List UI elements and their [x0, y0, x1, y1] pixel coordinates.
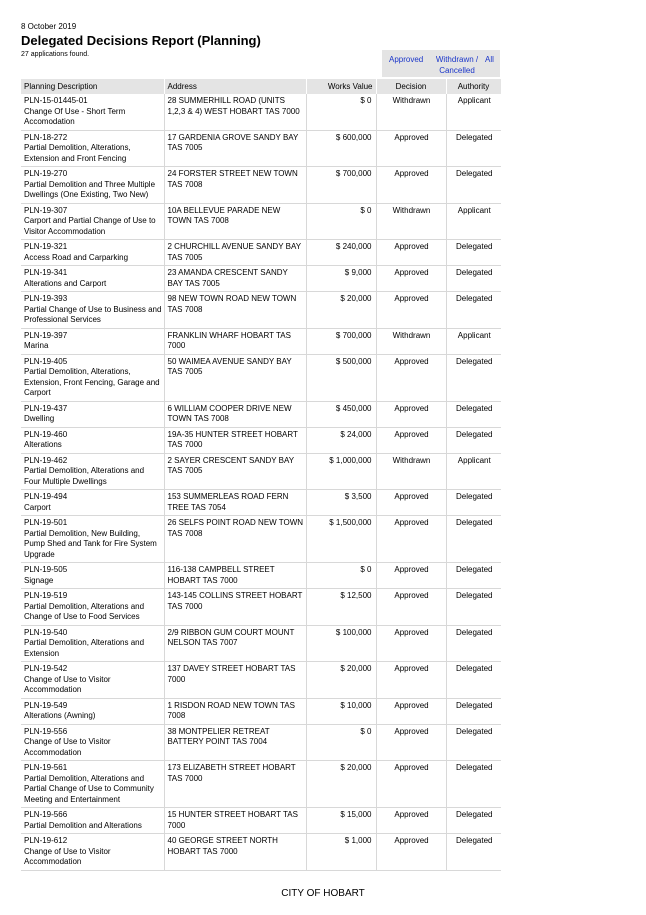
- address-cell: [164, 589, 306, 626]
- table-row: [21, 563, 501, 589]
- table-row: [21, 516, 501, 563]
- filter-all-link[interactable]: All: [485, 55, 494, 64]
- address-cell: [164, 240, 306, 266]
- decision-cell: [376, 453, 446, 490]
- table-row: [21, 427, 501, 453]
- decision-cell: [376, 427, 446, 453]
- decision-cell: [376, 698, 446, 724]
- address-cell: [164, 662, 306, 699]
- planning-description: Change of Use to Visitor Accommodation: [24, 846, 111, 866]
- works-value-text: $ 500,000: [335, 356, 372, 366]
- planning-description: Partial Demolition, New Building, Pump Shed and Tank for Fire System Upgrade: [24, 528, 157, 559]
- decision-text: Approved: [394, 591, 429, 600]
- application-ref: PLN-19-505: [24, 565, 68, 574]
- decision-cell: [376, 292, 446, 329]
- authority-cell: [446, 563, 501, 589]
- works-value-cell: [306, 266, 376, 292]
- works-value-cell: [306, 328, 376, 354]
- address-cell: [164, 808, 306, 834]
- planning-description: Partial Demolition, Alterations, Extension, Front Fencing, Garage and Carport: [24, 367, 160, 397]
- authority-text: Delegated: [456, 294, 493, 303]
- decision-text: Approved: [394, 429, 429, 439]
- description-cell: [21, 130, 164, 167]
- description-cell: [21, 292, 164, 329]
- authority-cell: [446, 167, 501, 204]
- table-row: [21, 808, 501, 834]
- table-row: [21, 240, 501, 266]
- works-value-cell: [306, 354, 376, 401]
- planning-description: Partial Demolition, Alterations and Extension: [24, 638, 145, 658]
- address-text: 1 RISDON ROAD NEW TOWN TAS 7008: [167, 700, 295, 720]
- planning-description: Alterations (Awning): [24, 711, 96, 720]
- filter-withdrawn-link[interactable]: Withdrawn / Cancelled: [435, 55, 479, 75]
- authority-cell: [446, 130, 501, 167]
- description-cell: [21, 563, 164, 589]
- filter-approved-link[interactable]: Approved: [389, 55, 424, 64]
- decision-cell: [376, 401, 446, 427]
- planning-description: Access Road and Carparking: [24, 252, 129, 262]
- application-ref: PLN-19-341: [24, 268, 68, 277]
- authority-text: Delegated: [456, 664, 493, 673]
- table-row: [21, 834, 501, 871]
- application-ref: PLN-19-519: [24, 591, 68, 600]
- works-value-text: $ 20,000: [340, 664, 372, 673]
- address-cell: [164, 292, 306, 329]
- decision-text: Approved: [394, 726, 429, 736]
- address-cell: [164, 625, 306, 662]
- description-cell: [21, 625, 164, 662]
- application-ref: PLN-19-556: [24, 726, 68, 736]
- authority-cell: [446, 427, 501, 453]
- address-cell: [164, 516, 306, 563]
- authority-text: Delegated: [456, 242, 493, 251]
- works-value-text: $ 0: [360, 726, 372, 736]
- authority-cell: [446, 662, 501, 699]
- application-ref: PLN-19-393: [24, 294, 68, 303]
- col-header-works-value: Works Value: [306, 79, 376, 94]
- address-text: 50 WAIMEA AVENUE SANDY BAY TAS 7005: [167, 356, 292, 376]
- authority-cell: [446, 724, 501, 761]
- address-text: 40 GEORGE STREET NORTH HOBART TAS 7000: [167, 836, 278, 856]
- table-row: [21, 94, 501, 130]
- works-value-text: $ 700,000: [335, 169, 372, 178]
- works-value-cell: [306, 292, 376, 329]
- table-row: [21, 292, 501, 329]
- authority-cell: [446, 625, 501, 662]
- address-text: 2 CHURCHILL AVENUE SANDY BAY TAS 7005: [167, 242, 301, 262]
- works-value-text: $ 700,000: [335, 330, 372, 340]
- authority-text: Delegated: [456, 565, 493, 574]
- works-value-cell: [306, 761, 376, 808]
- address-cell: [164, 724, 306, 761]
- works-value-cell: [306, 490, 376, 516]
- decision-text: Approved: [394, 565, 429, 574]
- address-cell: [164, 354, 306, 401]
- decisions-table: [21, 79, 502, 871]
- application-ref: PLN-19-270: [24, 169, 68, 178]
- application-ref: PLN-19-540: [24, 627, 68, 637]
- planning-description: Marina: [24, 341, 49, 350]
- table-row: [21, 130, 501, 167]
- address-text: 26 SELFS POINT ROAD NEW TOWN TAS 7008: [167, 518, 304, 538]
- description-cell: [21, 662, 164, 699]
- authority-cell: [446, 490, 501, 516]
- description-cell: [21, 490, 164, 516]
- application-ref: PLN-19-566: [24, 810, 68, 819]
- authority-cell: [446, 516, 501, 563]
- decision-text: Approved: [394, 700, 429, 710]
- address-text: 38 MONTPELIER RETREAT BATTERY POINT TAS 7004: [167, 726, 270, 746]
- decision-cell: [376, 724, 446, 761]
- result-count: 27 applications found.: [21, 51, 90, 58]
- decision-cell: [376, 589, 446, 626]
- address-text: 28 SUMMERHILL ROAD (UNITS 1,2,3 & 4) WEST HOBART TAS 7000: [167, 96, 300, 116]
- table-row: [21, 328, 501, 354]
- description-cell: [21, 834, 164, 871]
- address-cell: [164, 761, 306, 808]
- works-value-text: $ 1,000: [344, 836, 372, 845]
- decision-text: Approved: [394, 810, 429, 819]
- planning-description: Partial Demolition and Three Multiple Dwellings (One Existing, Two New): [24, 179, 156, 199]
- table-row: [21, 662, 501, 699]
- address-text: 15 HUNTER STREET HOBART TAS 7000: [167, 810, 298, 830]
- works-value-text: $ 3,500: [344, 492, 372, 501]
- description-cell: [21, 589, 164, 626]
- authority-text: Applicant: [457, 96, 491, 105]
- works-value-text: $ 240,000: [335, 242, 372, 251]
- works-value-cell: [306, 662, 376, 699]
- address-text: 153 SUMMERLEAS ROAD FERN TREE TAS 7054: [167, 492, 289, 512]
- decision-cell: [376, 662, 446, 699]
- address-cell: [164, 401, 306, 427]
- address-cell: [164, 130, 306, 167]
- works-value-text: $ 0: [360, 565, 372, 574]
- authority-cell: [446, 834, 501, 871]
- application-ref: PLN-19-561: [24, 763, 68, 772]
- works-value-cell: [306, 589, 376, 626]
- description-cell: [21, 516, 164, 563]
- table-row: [21, 354, 501, 401]
- authority-cell: [446, 94, 501, 130]
- planning-description: Alterations and Carport: [24, 278, 107, 288]
- address-text: 10A BELLEVUE PARADE NEW TOWN TAS 7008: [167, 205, 281, 225]
- authority-text: Delegated: [456, 403, 493, 413]
- description-cell: [21, 266, 164, 292]
- authority-text: Delegated: [456, 132, 493, 142]
- planning-description: Alterations: [24, 440, 62, 449]
- address-text: 143-145 COLLINS STREET HOBART TAS 7000: [167, 591, 303, 611]
- application-ref: PLN-18-272: [24, 132, 68, 142]
- authority-text: Delegated: [456, 810, 493, 819]
- footer-council-name: CITY OF HOBART: [281, 888, 365, 899]
- authority-cell: [446, 203, 501, 240]
- description-cell: [21, 240, 164, 266]
- table-row: [21, 761, 501, 808]
- address-text: 6 WILLIAM COOPER DRIVE NEW TOWN TAS 7008: [167, 403, 292, 423]
- description-cell: [21, 328, 164, 354]
- table-header-row: [21, 79, 501, 94]
- address-cell: [164, 490, 306, 516]
- authority-text: Delegated: [456, 356, 493, 366]
- decision-cell: [376, 94, 446, 130]
- application-ref: PLN-19-307: [24, 205, 68, 215]
- works-value-text: $ 9,000: [344, 268, 372, 277]
- address-cell: [164, 328, 306, 354]
- description-cell: [21, 94, 164, 130]
- table-row: [21, 698, 501, 724]
- authority-cell: [446, 808, 501, 834]
- decision-cell: [376, 167, 446, 204]
- table-row: [21, 167, 501, 204]
- works-value-text: $ 15,000: [340, 810, 372, 819]
- address-cell: [164, 266, 306, 292]
- address-text: 17 GARDENIA GROVE SANDY BAY TAS 7005: [167, 132, 299, 152]
- address-cell: [164, 698, 306, 724]
- decision-text: Approved: [394, 836, 429, 845]
- works-value-cell: [306, 698, 376, 724]
- decision-text: Withdrawn: [392, 455, 431, 465]
- description-cell: [21, 203, 164, 240]
- decision-text: Approved: [394, 242, 429, 251]
- works-value-text: $ 0: [360, 205, 372, 215]
- decision-cell: [376, 266, 446, 292]
- address-cell: [164, 453, 306, 490]
- authority-text: Delegated: [456, 627, 493, 637]
- description-cell: [21, 427, 164, 453]
- application-ref: PLN-15-01445-01: [24, 96, 88, 105]
- authority-text: Delegated: [456, 591, 493, 600]
- authority-cell: [446, 761, 501, 808]
- authority-cell: [446, 354, 501, 401]
- description-cell: [21, 724, 164, 761]
- authority-cell: [446, 589, 501, 626]
- address-cell: [164, 203, 306, 240]
- description-cell: [21, 698, 164, 724]
- col-header-address: Address: [164, 79, 306, 94]
- decision-cell: [376, 808, 446, 834]
- report-date: 8 October 2019: [21, 22, 77, 31]
- authority-text: Delegated: [456, 726, 493, 736]
- decision-cell: [376, 328, 446, 354]
- planning-description: Partial Demolition, Alterations and Four Multiple Dwellings: [24, 466, 145, 486]
- works-value-text: $ 450,000: [335, 403, 372, 413]
- planning-description: Dwelling: [24, 414, 55, 423]
- application-ref: PLN-19-494: [24, 492, 68, 501]
- planning-description: Partial Demolition, Alterations, Extension and Front Fencing: [24, 143, 131, 163]
- authority-cell: [446, 401, 501, 427]
- works-value-cell: [306, 203, 376, 240]
- works-value-text: $ 0: [360, 96, 372, 105]
- table-row: [21, 625, 501, 662]
- decision-text: Withdrawn: [392, 330, 431, 340]
- decision-text: Withdrawn: [392, 96, 431, 105]
- authority-cell: [446, 292, 501, 329]
- decision-text: Approved: [394, 132, 429, 142]
- works-value-cell: [306, 625, 376, 662]
- address-cell: [164, 427, 306, 453]
- decision-cell: [376, 625, 446, 662]
- authority-text: Delegated: [456, 700, 493, 710]
- works-value-cell: [306, 167, 376, 204]
- address-cell: [164, 167, 306, 204]
- table-row: [21, 724, 501, 761]
- authority-cell: [446, 240, 501, 266]
- description-cell: [21, 453, 164, 490]
- decision-text: Approved: [394, 492, 429, 501]
- authority-text: Applicant: [457, 330, 491, 340]
- address-text: 2 SAYER CRESCENT SANDY BAY TAS 7005: [167, 455, 294, 475]
- col-header-authority: Authority: [446, 79, 501, 94]
- decision-text: Approved: [394, 627, 429, 637]
- description-cell: [21, 761, 164, 808]
- decision-cell: [376, 563, 446, 589]
- address-text: FRANKLIN WHARF HOBART TAS 7000: [167, 330, 291, 350]
- works-value-cell: [306, 240, 376, 266]
- works-value-text: $ 24,000: [340, 429, 372, 439]
- works-value-text: $ 100,000: [335, 627, 372, 637]
- authority-text: Delegated: [456, 518, 493, 527]
- address-text: 98 NEW TOWN ROAD NEW TOWN TAS 7008: [167, 294, 297, 314]
- application-ref: PLN-19-501: [24, 518, 68, 527]
- application-ref: PLN-19-321: [24, 242, 68, 251]
- address-text: 24 FORSTER STREET NEW TOWN TAS 7008: [167, 169, 298, 189]
- address-text: 19A-35 HUNTER STREET HOBART TAS 7000: [167, 429, 298, 449]
- authority-cell: [446, 266, 501, 292]
- application-ref: PLN-19-397: [24, 330, 68, 340]
- planning-description: Signage: [24, 575, 54, 585]
- works-value-text: $ 600,000: [335, 132, 372, 142]
- address-text: 116-138 CAMPBELL STREET HOBART TAS 7000: [167, 565, 275, 585]
- address-text: 173 ELIZABETH STREET HOBART TAS 7000: [167, 763, 296, 783]
- table-row: [21, 490, 501, 516]
- application-ref: PLN-19-460: [24, 429, 68, 439]
- application-ref: PLN-19-405: [24, 356, 68, 366]
- address-text: 2/9 RIBBON GUM COURT MOUNT NELSON TAS 7007: [167, 627, 295, 647]
- table-row: [21, 266, 501, 292]
- decision-cell: [376, 516, 446, 563]
- planning-description: Partial Demolition, Alterations and Change of Use to Food Services: [24, 601, 145, 621]
- col-header-decision: Decision: [376, 79, 446, 94]
- authority-cell: [446, 698, 501, 724]
- address-cell: [164, 94, 306, 130]
- planning-description: Carport: [24, 502, 51, 512]
- works-value-cell: [306, 427, 376, 453]
- address-cell: [164, 563, 306, 589]
- table-row: [21, 401, 501, 427]
- application-ref: PLN-19-612: [24, 836, 68, 845]
- planning-description: Partial Change of Use to Business and Professional Services: [24, 304, 162, 324]
- works-value-cell: [306, 94, 376, 130]
- works-value-text: $ 20,000: [340, 763, 372, 772]
- description-cell: [21, 401, 164, 427]
- authority-cell: [446, 453, 501, 490]
- decision-text: Approved: [394, 169, 429, 178]
- decision-cell: [376, 490, 446, 516]
- works-value-text: $ 10,000: [340, 700, 372, 710]
- decision-cell: [376, 130, 446, 167]
- planning-description: Partial Demolition and Alterations: [24, 820, 142, 830]
- authority-text: Delegated: [456, 492, 493, 501]
- works-value-cell: [306, 563, 376, 589]
- planning-description: Change of Use to Visitor Accommodation: [24, 737, 111, 757]
- authority-text: Applicant: [457, 205, 491, 215]
- works-value-cell: [306, 453, 376, 490]
- table-row: [21, 203, 501, 240]
- decision-text: Approved: [394, 294, 429, 303]
- decision-cell: [376, 761, 446, 808]
- authority-text: Delegated: [456, 268, 493, 277]
- planning-description: Partial Demolition, Alterations and Partial Change of Use to Community Meeting and Entertainment: [24, 773, 154, 804]
- works-value-cell: [306, 516, 376, 563]
- decision-text: Approved: [394, 763, 429, 772]
- decision-text: Approved: [394, 518, 429, 527]
- works-value-text: $ 1,000,000: [329, 455, 372, 465]
- decision-filter-bar: [382, 50, 500, 77]
- decision-text: Approved: [394, 268, 429, 277]
- authority-text: Delegated: [456, 429, 493, 439]
- table-row: [21, 589, 501, 626]
- planning-description: Carport and Partial Change of Use to Visitor Accommodation: [24, 216, 156, 236]
- address-text: 137 DAVEY STREET HOBART TAS 7000: [167, 664, 296, 684]
- decision-text: Withdrawn: [392, 205, 431, 215]
- description-cell: [21, 808, 164, 834]
- works-value-cell: [306, 808, 376, 834]
- application-ref: PLN-19-462: [24, 455, 68, 465]
- works-value-cell: [306, 834, 376, 871]
- authority-text: Delegated: [456, 763, 493, 772]
- works-value-text: $ 12,500: [340, 591, 372, 600]
- authority-text: Delegated: [456, 836, 493, 845]
- works-value-cell: [306, 401, 376, 427]
- description-cell: [21, 167, 164, 204]
- decision-cell: [376, 240, 446, 266]
- decision-cell: [376, 354, 446, 401]
- works-value-cell: [306, 130, 376, 167]
- planning-description: Change of Use to Visitor Accommodation: [24, 674, 111, 694]
- application-ref: PLN-19-549: [24, 700, 68, 710]
- decision-text: Approved: [394, 403, 429, 413]
- application-ref: PLN-19-437: [24, 403, 68, 413]
- authority-cell: [446, 328, 501, 354]
- works-value-text: $ 20,000: [340, 294, 372, 303]
- table-row: [21, 453, 501, 490]
- col-header-description: Planning Description: [21, 79, 164, 94]
- works-value-text: $ 1,500,000: [329, 518, 372, 527]
- decision-text: Approved: [394, 664, 429, 673]
- decision-text: Approved: [394, 356, 429, 366]
- application-ref: PLN-19-542: [24, 664, 68, 673]
- page-title: Delegated Decisions Report (Planning): [21, 33, 261, 48]
- authority-text: Applicant: [457, 455, 491, 465]
- works-value-cell: [306, 724, 376, 761]
- planning-description: Change Of Use - Short Term Accomodation: [24, 106, 126, 126]
- address-cell: [164, 834, 306, 871]
- address-text: 23 AMANDA CRESCENT SANDY BAY TAS 7005: [167, 268, 288, 288]
- decision-cell: [376, 203, 446, 240]
- description-cell: [21, 354, 164, 401]
- decision-cell: [376, 834, 446, 871]
- authority-text: Delegated: [456, 169, 493, 178]
